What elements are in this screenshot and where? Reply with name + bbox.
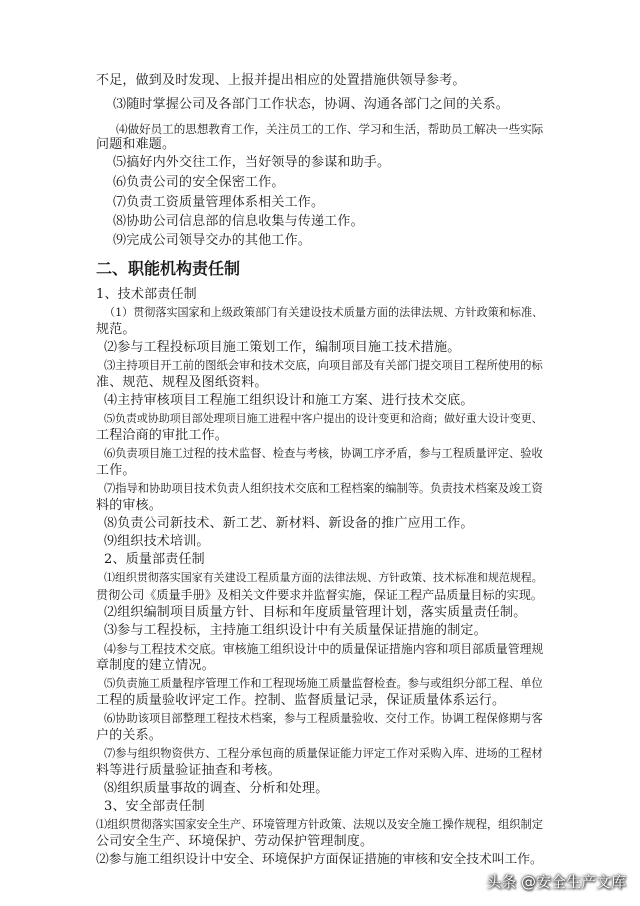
- text-line: ⑷参与工程技术交底。审核施工组织设计中的质量保证措施内容和项目部质量管理规: [104, 642, 544, 656]
- text-line: ⑸负责施工质量程序管理工作和工程现场施工质量监督检查。参与或组织分部工程、单位: [104, 677, 543, 690]
- text-line: ⑼组织技术培训。: [104, 534, 210, 549]
- text-line: 工作。: [96, 463, 136, 478]
- text-line: 3、安全部责任制: [104, 799, 205, 814]
- text-line: 户的关系。: [96, 728, 163, 743]
- text-line: 工程洽商的审批工作。: [96, 428, 229, 443]
- text-line: ⑹协助该项目部整理工程技术档案，参与工程质量验收、交付工作。协调工程保修期与客: [104, 712, 543, 725]
- text-line: （1）贯彻落实国家和上级政策部门有关建设技术质量方面的法律法规、方针政策和标准、: [104, 306, 544, 319]
- text-line: ⑴组织贯彻落实国家安全生产、环境管理方针政策、法规以及安全施工操作规程，组织制定: [96, 818, 543, 831]
- text-line: ⑶随时掌握公司及各部门工作状态，协调、沟通各部门之间的关系。: [113, 97, 510, 112]
- text-line: ⑵参与工程投标项目施工策划工作，编制项目施工技术措施。: [104, 340, 461, 355]
- text-line: ⑺指导和协助项目技术负责人组织技术交底和工程档案的编制等。负责技术档案及竣工资: [104, 482, 543, 495]
- text-line: ⑸负责或协助项目部处理项目施工进程中客户提出的设计变更和洽商；做好重大设计变更、: [104, 412, 543, 425]
- section-heading: 二、职能机构责任制: [96, 259, 241, 278]
- watermark: 头条 @安全生产文库: [486, 873, 626, 891]
- text-line: 料等进行质量验证抽查和考核。: [96, 763, 281, 778]
- text-line: ⑸搞好内外交往工作，当好领导的参谋和助手。: [113, 155, 391, 170]
- text-line: 章制度的建立情况。: [96, 658, 215, 673]
- text-line: ⑷做好员工的思想教育工作，关注员工的工作、学习和生活，帮助员工解决一些实际: [116, 122, 544, 136]
- text-line: 规范。: [96, 322, 136, 337]
- text-line: 1、技术部责任制: [96, 287, 197, 302]
- text-line: ⑺负责工资质量管理体系相关工作。: [113, 195, 325, 210]
- text-line: ⑴组织贯彻落实国家有关建设工程质量方面的法律法规、方针政策、技术标准和规范规程。: [104, 571, 543, 584]
- text-line: ⑺参与组织物资供方、工程分承包商的质量保证能力评定工作对采购入库、进场的工程材: [104, 747, 543, 760]
- text-line: 准、规范、规程及图纸资料。: [96, 375, 268, 390]
- text-line: 2、质量部责任制: [104, 552, 205, 567]
- text-line: ⑹负责公司的安全保密工作。: [113, 175, 285, 190]
- text-line: 问题和难题。: [96, 137, 176, 152]
- text-line: 不足，做到及时发现、上报并提出相应的处置措施供领导参考。: [96, 73, 466, 88]
- text-line: ⑼完成公司领导交办的其他工作。: [113, 233, 312, 248]
- text-line: ⑶参与工程投标，主持施工组织设计中有关质量保证措施的制定。: [104, 623, 487, 638]
- text-line: ⑷主持审核项目工程施工组织设计和施工方案、进行技术交底。: [104, 393, 474, 408]
- text-line: 料的审核。: [96, 498, 163, 513]
- text-line: ⑻组织质量事故的调查、分析和处理。: [104, 781, 329, 796]
- text-line: 贯彻公司《质量手册》及相关文件要求并监督实施，保证工程产品质量目标的实现。: [96, 588, 543, 602]
- text-line: ⑹负责项目施工过程的技术监督、检查与考核，协调工序矛盾，参与工程质量评定、验收: [104, 447, 543, 460]
- text-line: ⑵参与施工组织设计中安全、环境保护方面保证措施的审核和安全技术叫工作。: [96, 852, 543, 867]
- text-line: ⑻协助公司信息部的信息收集与传递工作。: [113, 214, 364, 229]
- text-line: 公司安全生产、环境保护、劳动保护管理制度。: [96, 834, 374, 849]
- text-line: ⑻负责公司新技术、新工艺、新材料、新设备的推广应用工作。: [104, 516, 474, 531]
- text-line: ⑵组织编制项目质量方针、目标和年度质量管理计划，落实质量责任制。: [104, 605, 527, 620]
- text-line: ⑶主持项目开工前的图纸会审和技术交底，向项目部及有关部门提交项目工程所使用的标: [104, 359, 543, 372]
- text-line: 工程的质量验收评定工作。控制、监督质量记录，保证质量体系运行。: [96, 693, 506, 708]
